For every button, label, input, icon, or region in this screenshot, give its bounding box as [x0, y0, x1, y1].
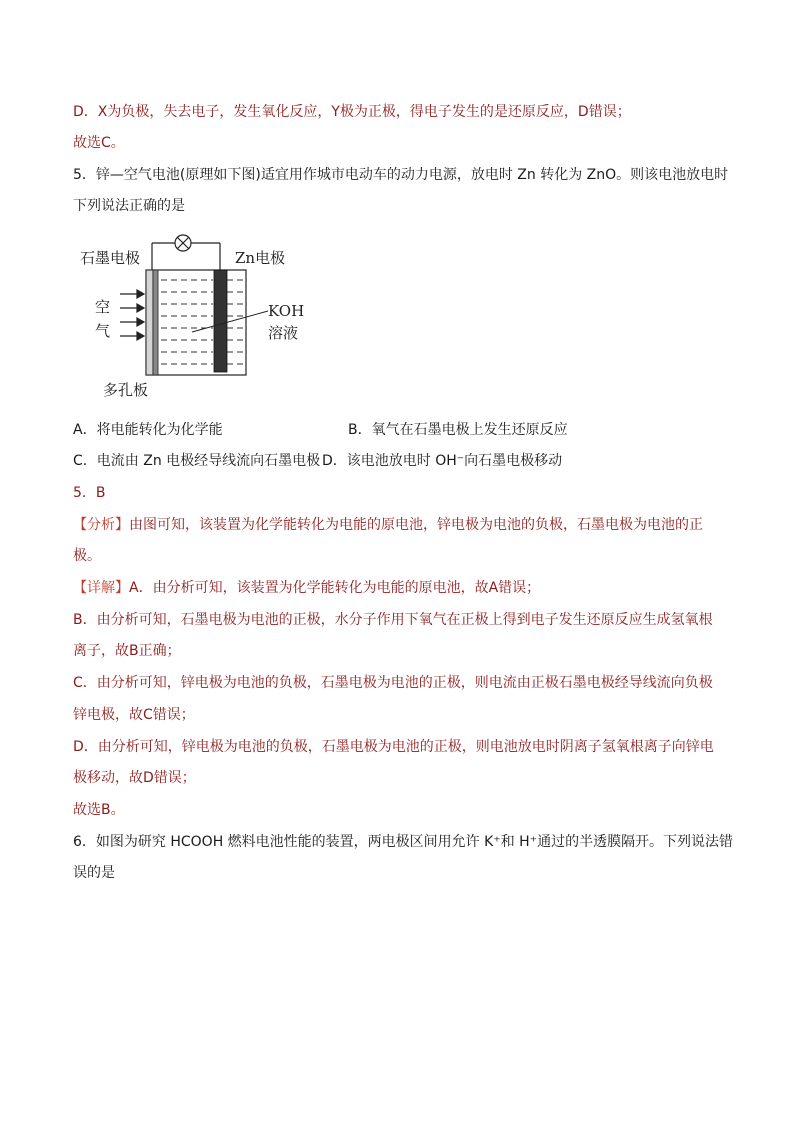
q5-stem-line-1: 5．锌—空气电池(原理如下图)适宜用作城市电动车的动力电源，放电时 Zn 转化为 ZnO。则该电池放电时 — [73, 167, 729, 183]
zn-electrode-label: Zn电极 — [235, 249, 286, 267]
prev-answer: 故选C。 — [73, 135, 125, 151]
q5-analysis-line-1 — [73, 515, 703, 535]
zinc-air-battery-diagram — [75, 228, 305, 403]
q5-option-c: C．电流由 Zn 电极经导线流向石墨电极 — [73, 453, 321, 469]
electrolyte-container — [146, 270, 246, 375]
detail-tag: 【详解】 — [73, 580, 129, 596]
q5-detail-line-d1: D．由分析可知，锌电极为电池的负极，石墨电极为电池的正极，则电池放电时阴离子氢氧根离子向锌电 — [73, 739, 714, 755]
analysis-tag: 【分析】 — [73, 517, 129, 533]
koh-label: KOH — [268, 302, 305, 320]
air-label-2: 气 — [95, 322, 111, 340]
graphite-electrode — [153, 270, 158, 375]
q5-detail-line-b2: 离子，故B正确； — [73, 643, 181, 659]
porous-plate-label: 多孔板 — [103, 381, 149, 399]
q5-option-a: A．将电能转化为化学能 — [73, 422, 223, 438]
solution-label: 溶液 — [268, 324, 299, 342]
q5-analysis-line-2: 极。 — [73, 548, 101, 564]
zn-electrode — [214, 270, 227, 372]
analysis-text-1: 由图可知，该装置为化学能转化为电能的原电池，锌电极为电池的负极，石墨电极为电池的正 — [129, 517, 703, 533]
q5-detail-line-a — [73, 578, 540, 598]
q5-detail-line-c1: C．由分析可知，锌电极为电池的负极，石墨电极为电池的正极，则电流由正极石墨电极经导线流向负极 — [73, 675, 713, 691]
q5-detail-line-b1: B．由分析可知，石墨电极为电池的正极，水分子作用下氧气在正极上得到电子发生还原反应生成氢氧根 — [73, 612, 713, 628]
q5-stem-line-2: 下列说法正确的是 — [73, 198, 185, 214]
q5-option-b: B．氧气在石墨电极上发生还原反应 — [348, 422, 568, 438]
detail-a-text: A．由分析可知，该装置为化学能转化为电能的原电池，故A错误； — [129, 580, 541, 596]
prev-option-d: D．X为负极，失去电子，发生氧化反应，Y极为正极，得电子发生的是还原反应，D错误； — [73, 104, 631, 120]
q6-stem-line-1: 6．如图为研究 HCOOH 燃料电池性能的装置，两电极区间用允许 K⁺和 H⁺通过的半透膜隔开。下列说法错 — [73, 834, 734, 850]
q5-option-d: D．该电池放电时 OH⁻向石墨电极移动 — [322, 453, 563, 469]
q5-final-answer: 故选B。 — [73, 802, 125, 818]
q5-detail-line-d2: 极移动，故D错误； — [73, 770, 196, 786]
q6-stem-line-2: 误的是 — [73, 865, 115, 881]
graphite-electrode-label: 石墨电极 — [80, 249, 141, 267]
q5-answer: 5．B — [73, 485, 106, 501]
q5-detail-line-c2: 锌电极，故C错误； — [73, 707, 195, 723]
porous-plate — [146, 270, 153, 375]
air-label-1: 空 — [95, 298, 111, 316]
air-arrows — [120, 290, 144, 340]
